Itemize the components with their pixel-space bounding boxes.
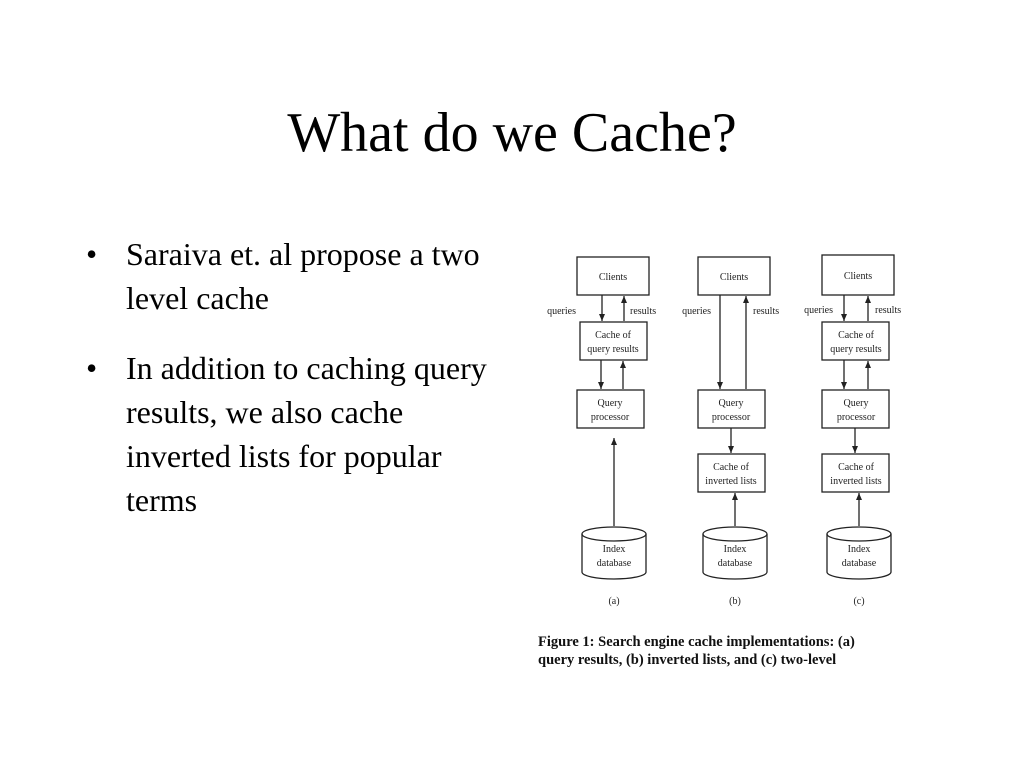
results-label-c: results xyxy=(875,305,902,316)
index-database-top-a xyxy=(582,527,646,541)
cache-query-label-c1: Cache of xyxy=(838,330,874,341)
index-label-a1: Index xyxy=(602,544,626,555)
query-processor-label-a2: processor xyxy=(590,412,630,423)
index-database-top-c xyxy=(827,527,891,541)
panel-label-a: (a) xyxy=(608,596,620,607)
bullet-text: In addition to caching query results, we also cache inverted lists for popular terms xyxy=(126,350,487,518)
bullet-item xyxy=(86,232,506,320)
clients-label-c: Clients xyxy=(843,271,873,282)
index-label-b2: database xyxy=(717,558,753,569)
bullet-item xyxy=(86,346,506,522)
panel-label-b: (b) xyxy=(729,596,741,607)
query-processor-label-b2: processor xyxy=(711,412,751,423)
panel-label-c: (c) xyxy=(853,596,865,607)
index-label-c1: Index xyxy=(847,544,871,555)
cache-architecture-figure xyxy=(530,232,950,672)
query-processor-label-a1: Query xyxy=(597,398,623,409)
slide-title: What do we Cache? xyxy=(287,102,737,164)
queries-label-b: queries xyxy=(682,306,711,317)
figure-caption-line-2: query results, (b) inverted lists, and (c) two-level xyxy=(538,652,837,668)
figure-caption-line-1: Figure 1: Search engine cache implementations: (a) xyxy=(538,634,855,650)
clients-label-b: Clients xyxy=(719,272,749,283)
queries-label-c: queries xyxy=(804,305,833,316)
index-label-a2: database xyxy=(596,558,632,569)
index-database-top-b xyxy=(703,527,767,541)
query-processor-label-b1: Query xyxy=(718,398,744,409)
cache-inverted-label-c2: inverted lists xyxy=(830,476,882,487)
cache-inverted-label-c1: Cache of xyxy=(838,462,874,473)
cache-query-label-c2: query results xyxy=(830,344,882,355)
clients-label-a: Clients xyxy=(598,272,628,283)
cache-inverted-label-b1: Cache of xyxy=(713,462,749,473)
cache-diagram xyxy=(530,232,950,632)
cache-query-label-a1: Cache of xyxy=(595,330,631,341)
cache-inverted-label-b2: inverted lists xyxy=(705,476,757,487)
index-label-c2: database xyxy=(841,558,877,569)
query-processor-label-c1: Query xyxy=(843,398,869,409)
results-label-a: results xyxy=(630,306,657,317)
bullet-dot: • xyxy=(86,236,98,272)
results-label-b: results xyxy=(753,306,780,317)
bullet-list xyxy=(86,232,506,548)
cache-query-label-a2: query results xyxy=(587,344,639,355)
bullet-text: Saraiva et. al propose a two level cache xyxy=(126,236,480,316)
bullet-dot: • xyxy=(86,350,98,386)
queries-label-a: queries xyxy=(547,306,576,317)
query-processor-label-c2: processor xyxy=(836,412,876,423)
figure-caption xyxy=(538,633,958,669)
index-label-b1: Index xyxy=(723,544,747,555)
